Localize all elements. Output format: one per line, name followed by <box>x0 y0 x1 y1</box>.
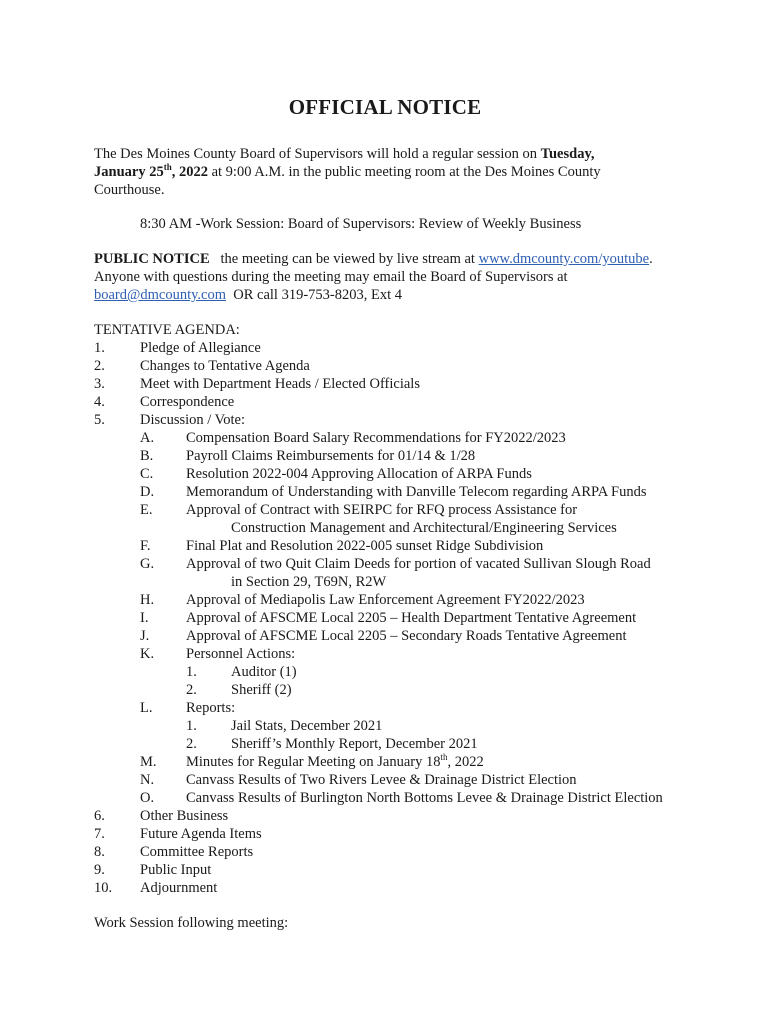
email-link[interactable]: board@dmcounty.com <box>94 287 227 303</box>
report-num: 1. <box>186 718 197 734</box>
intro-line-2 <box>94 163 601 181</box>
discussion-item-continued: Construction Management and Architectural/Engineering Services <box>231 520 617 536</box>
agenda-num: 4. <box>94 394 105 410</box>
personnel-item: Sheriff (2) <box>231 682 292 698</box>
agenda-item: Meet with Department Heads / Elected Officials <box>140 376 420 392</box>
personnel-item: Auditor (1) <box>231 664 297 680</box>
page-title: OFFICIAL NOTICE <box>288 95 482 119</box>
intro-text-2: at 9:00 A.M. in the public meeting room at the Des Moines County <box>207 164 601 180</box>
discussion-num: M. <box>140 754 157 770</box>
agenda-num: 5. <box>94 412 105 428</box>
intro-line-3: Courthouse. <box>94 182 165 198</box>
discussion-item: Approval of AFSCME Local 2205 – Health Department Tentative Agreement <box>186 610 637 626</box>
report-num: 2. <box>186 736 197 752</box>
discussion-num: K. <box>140 646 155 662</box>
agenda-item: Pledge of Allegiance <box>140 340 261 356</box>
agenda-num: 8. <box>94 844 105 860</box>
discussion-num: J. <box>140 628 150 644</box>
intro-line-1 <box>94 145 595 163</box>
discussion-item: Approval of Mediapolis Law Enforcement Agreement FY2022/2023 <box>186 592 585 608</box>
agenda-item: Public Input <box>140 862 212 878</box>
footer-work-session: Work Session following meeting: <box>94 915 289 931</box>
discussion-item: Resolution 2022-004 Approving Allocation of ARPA Funds <box>186 466 532 482</box>
discussion-item: Payroll Claims Reimbursements for 01/14 & 1/28 <box>186 448 476 464</box>
discussion-item: Memorandum of Understanding with Danville Telecom regarding ARPA Funds <box>186 484 647 500</box>
intro-text: The Des Moines County Board of Supervisors will hold a regular session on <box>94 146 541 162</box>
discussion-num: N. <box>140 772 155 788</box>
agenda-num: 9. <box>94 862 105 878</box>
agenda-num: 3. <box>94 376 105 392</box>
discussion-num: L. <box>140 700 153 716</box>
agenda-item: Correspondence <box>140 394 235 410</box>
discussion-item-continued: in Section 29, T69N, R2W <box>231 574 387 590</box>
discussion-num: I. <box>140 610 149 626</box>
agenda-num: 10. <box>94 880 113 896</box>
personnel-num: 2. <box>186 682 197 698</box>
public-notice-label: PUBLIC NOTICE <box>94 251 210 267</box>
agenda-item: Future Agenda Items <box>140 826 262 842</box>
public-notice-line-3 <box>94 286 402 304</box>
discussion-num: D. <box>140 484 155 500</box>
agenda-num: 7. <box>94 826 105 842</box>
agenda-item: Changes to Tentative Agenda <box>140 358 310 374</box>
discussion-num: H. <box>140 592 155 608</box>
discussion-item: Approval of Contract with SEIRPC for RFQ process Assistance for <box>186 502 578 518</box>
agenda-num: 6. <box>94 808 105 824</box>
discussion-num: F. <box>140 538 151 554</box>
report-item: Jail Stats, December 2021 <box>231 718 383 734</box>
discussion-item: Canvass Results of Burlington North Bottoms Levee & Drainage District Election <box>186 790 663 806</box>
agenda-item: Other Business <box>140 808 229 824</box>
report-item: Sheriff’s Monthly Report, December 2021 <box>231 736 478 752</box>
agenda-item: Committee Reports <box>140 844 254 860</box>
discussion-item: Final Plat and Resolution 2022-005 sunset Ridge Subdivision <box>186 538 544 554</box>
discussion-num: A. <box>140 430 155 446</box>
work-session-line: 8:30 AM -Work Session: Board of Supervisors: Review of Weekly Business <box>140 216 582 232</box>
meeting-day: Tuesday, <box>540 146 595 162</box>
discussion-num: C. <box>140 466 154 482</box>
personnel-num: 1. <box>186 664 197 680</box>
agenda-num: 1. <box>94 340 105 356</box>
discussion-num: G. <box>140 556 155 572</box>
discussion-item: Reports: <box>186 700 236 716</box>
agenda-num: 2. <box>94 358 105 374</box>
phone-text: OR call 319-753-8203, Ext 4 <box>226 287 403 303</box>
discussion-item: Approval of two Quit Claim Deeds for portion of vacated Sullivan Slough Road <box>186 556 651 572</box>
public-notice-line-1: PUBLIC NOTICE the meeting can be viewed by live stream at www.dmcounty.com/youtube. <box>94 251 653 267</box>
discussion-item: Approval of AFSCME Local 2205 – Secondary Roads Tentative Agreement <box>186 628 627 644</box>
agenda-heading: TENTATIVE AGENDA: <box>94 322 240 338</box>
agenda-item: Discussion / Vote: <box>140 412 246 428</box>
discussion-num: B. <box>140 448 154 464</box>
agenda-item: Adjournment <box>140 880 218 896</box>
public-notice-line-2: Anyone with questions during the meeting may email the Board of Supervisors at <box>94 269 568 285</box>
discussion-item: Personnel Actions: <box>186 646 296 662</box>
discussion-item: Canvass Results of Two Rivers Levee & Drainage District Election <box>186 772 577 788</box>
meeting-date: January 25th, 2022 <box>94 162 208 180</box>
discussion-num: O. <box>140 790 155 806</box>
youtube-link[interactable]: www.dmcounty.com/youtube <box>478 251 650 267</box>
discussion-item: Minutes for Regular Meeting on January 18th, 2022 <box>186 752 484 770</box>
discussion-num: E. <box>140 502 153 518</box>
discussion-item: Compensation Board Salary Recommendations for FY2022/2023 <box>186 430 566 446</box>
